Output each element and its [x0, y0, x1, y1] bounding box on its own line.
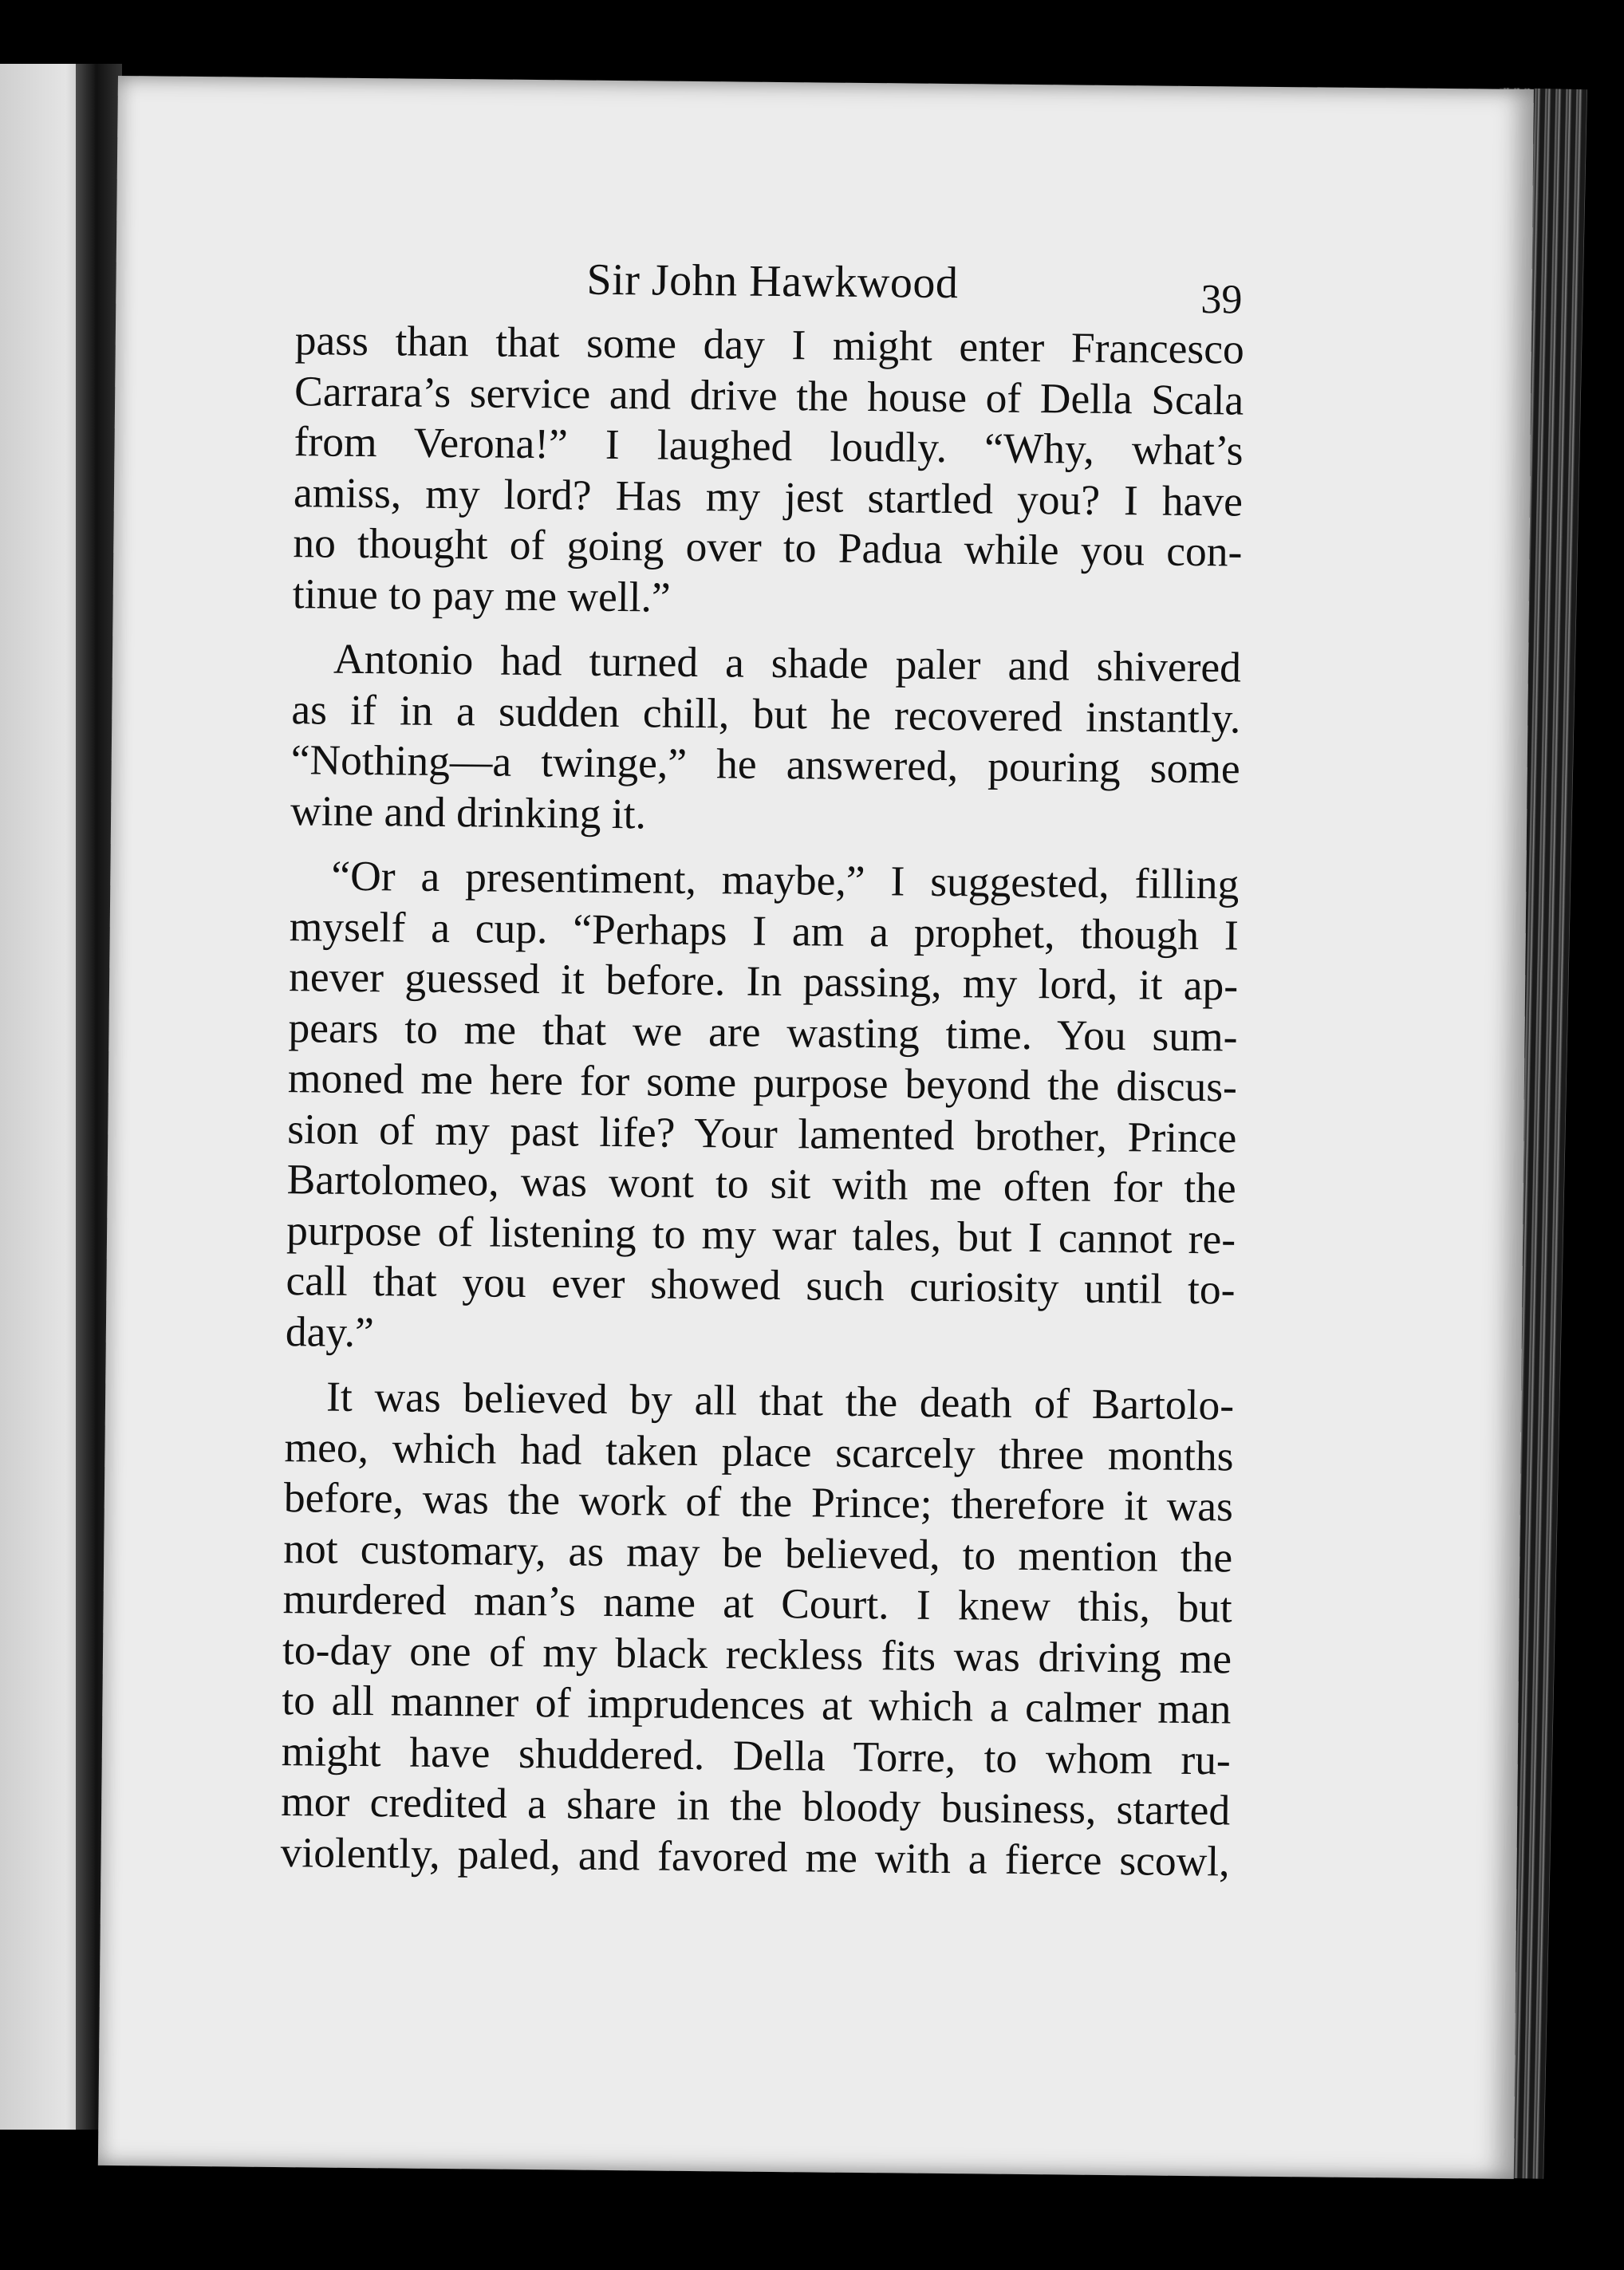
text-line: from Verona!” I laughed loudly. “Why, what’s: [294, 417, 1244, 475]
text-line: tinue to pay me well.”: [292, 569, 671, 621]
text-line: It was believed by all that the death of Bartolo-: [325, 1372, 1235, 1429]
text-line: as if in a sudden chill, but he recovered instantly.: [291, 684, 1241, 743]
text-line: meo, which had taken place scarcely three months: [284, 1422, 1234, 1480]
text-line: “Or a presentiment, maybe,” I suggested, filling: [331, 851, 1240, 908]
text-line: “Nothing—a twinge,” he answered, pouring some: [290, 735, 1241, 793]
text-line: pears to me that we are wasting time. You sum-: [288, 1003, 1238, 1061]
text-line: day.”: [285, 1306, 375, 1356]
text-line: pass than that some day I might enter Francesco: [294, 316, 1245, 373]
text-line: never guessed it before. In passing, my lord, it ap-: [288, 952, 1239, 1010]
text-line: purpose of listening to my war tales, but I cannot re-: [286, 1205, 1236, 1263]
text-line: might have shuddered. Della Torre, to whom ru-: [281, 1726, 1232, 1783]
text-line: myself a cup. “Perhaps I am a prophet, though I: [289, 901, 1240, 960]
text-line: to all manner of imprudences at which a calmer man: [282, 1676, 1232, 1733]
text-line: moned me here for some purpose beyond the discus-: [287, 1054, 1238, 1111]
text-line: Bartolomeo, was wont to sit with me often for the: [286, 1155, 1236, 1212]
text-line: mor credited a share in the bloody business, started: [280, 1777, 1231, 1835]
text-line: Carrara’s service and drive the house of Della Scala: [294, 366, 1244, 424]
text-line: Antonio had turned a shade paler and shivered: [333, 634, 1242, 692]
text-line: sion of my past life? Your lamented brother, Prince: [287, 1104, 1237, 1162]
text-line: no thought of going over to Padua while you con-: [293, 518, 1243, 576]
text-line: before, was the work of the Prince; therefore it was: [283, 1473, 1234, 1531]
text-line: not customary, as may be believed, to mention the: [283, 1523, 1233, 1581]
text-line: murdered man’s name at Court. I knew this, but: [282, 1574, 1232, 1632]
text-line: wine and drinking it.: [290, 786, 647, 837]
book-page: [98, 76, 1534, 2179]
running-head: Sir John Hawkwood: [586, 254, 959, 309]
body-text: [280, 315, 1244, 1886]
text-line: amiss, my lord? Has my jest startled you? I have: [293, 467, 1244, 526]
text-line: to-day one of my black reckless fits was driving me: [282, 1625, 1232, 1682]
page-number: 39: [1200, 277, 1243, 323]
text-line: call that you ever showed such curiosity until to-: [286, 1256, 1236, 1314]
text-line: violently, paled, and favored me with a fierce scowl,: [280, 1827, 1230, 1885]
